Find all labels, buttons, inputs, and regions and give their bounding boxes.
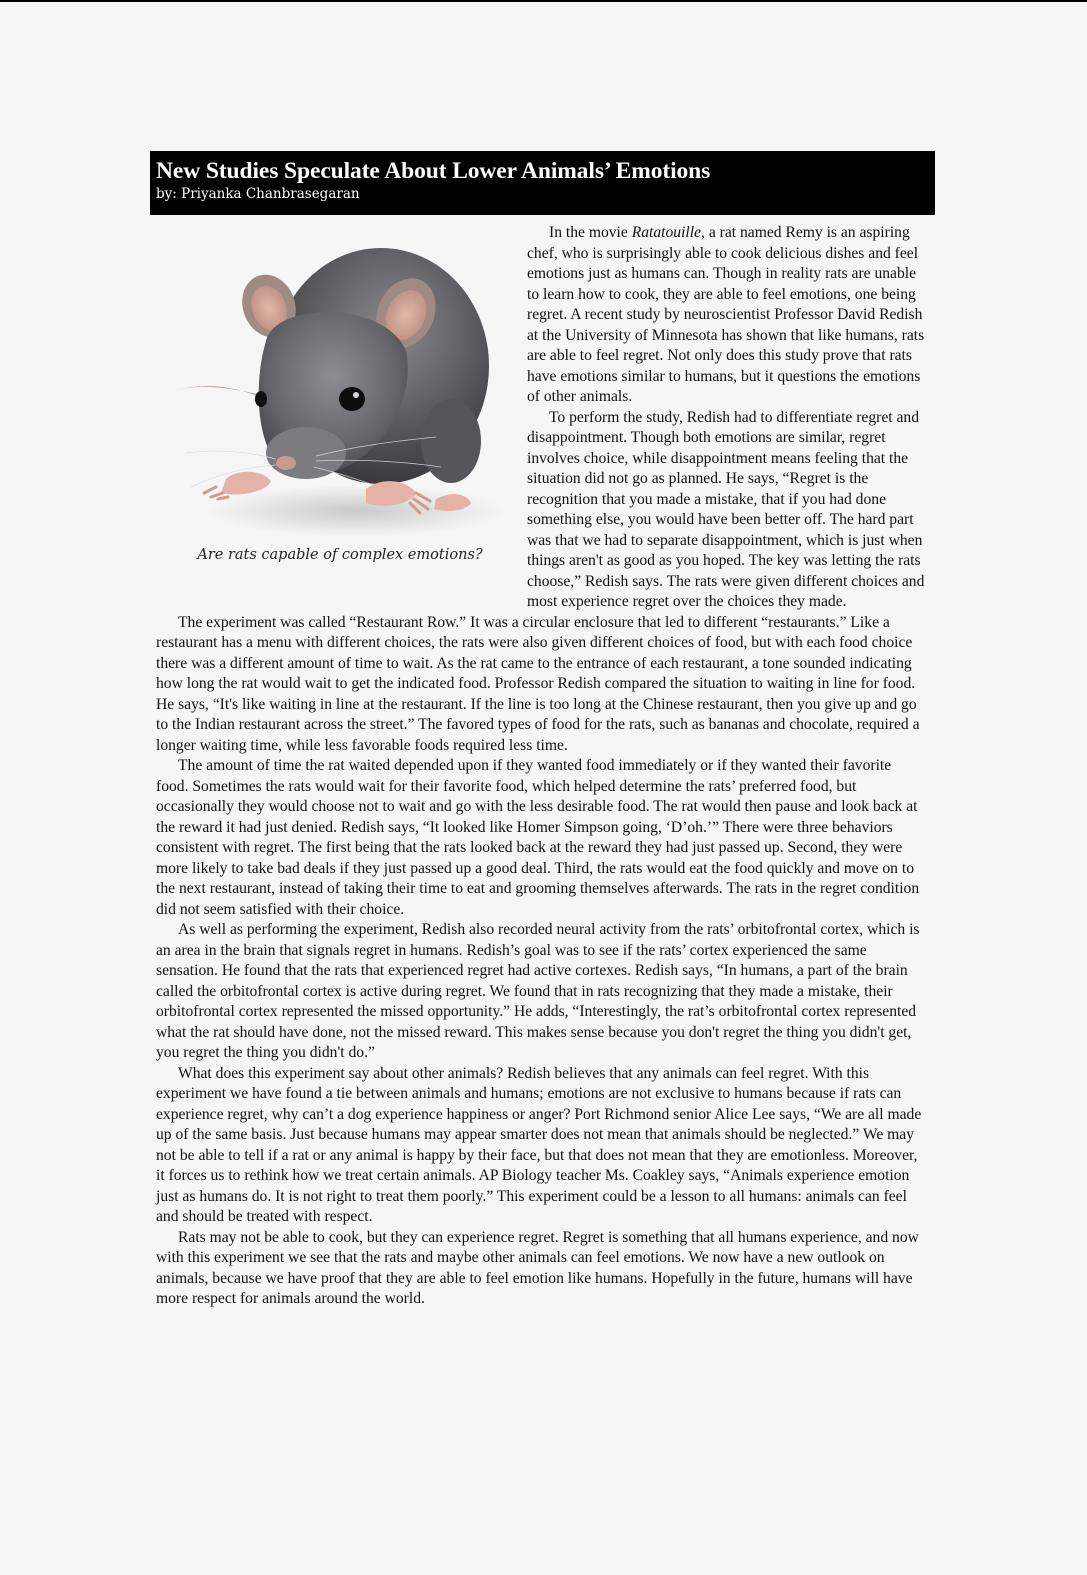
article-byline: by: Priyanka Chanbrasegaran: [156, 186, 360, 202]
article: [150, 151, 935, 1310]
paragraph-2: To perform the study, Redish had to differentiate regret and disappointment. Though both emotions are similar, regret involves choice, while disappointment means feeling that the situation did not go as planned. He says, “Regret is the recognition that you made a mistake, that if you had done something else, you would have been better off. The hard part was that we had to separate disappointment, which is just when things aren't as good as you hoped. The key was letting the rats choose,” Redish says. The rats were given different choices and most experience regret over the choices they made.: [527, 408, 925, 610]
article-title: New Studies Speculate About Lower Animals’ Emotions: [156, 158, 711, 184]
image-caption: Are rats capable of complex emotions?: [197, 547, 483, 563]
paragraph-4: The amount of time the rat waited depended upon if they wanted food immediately or if they wanted their favorite food. Sometimes the rats would wait for their favorite food, which helped determine the rats’ preferred food, but occasionally they would choose not to wait and go with the less desirable food. The rat would then pause and look back at the reward it had just denied. Redish says, “It looked like Homer Simpson going, ‘D’oh.’” There were three behaviors consistent with regret. The first being that the rats looked back at the reward they had just passed up. Second, they were more likely to take bad deals if they just passed up a good deal. Third, the rats would eat the food quickly and move on to the next restaurant, instead of taking their time to eat and grooming themselves afterwards. The rats in the regret condition did not seem satisfied with their choice.: [156, 757, 920, 918]
paragraph-7: Rats may not be able to cook, but they can experience regret. Regret is something that all humans experience, and now with this experiment we see that the rats and maybe other animals can feel emotions. We now have a new outlook on animals, because we have proof that they are able to feel emotion like humans. Hopefully in the future, humans will have more respect for animals around the world.: [156, 1228, 919, 1307]
page-top-border: [0, 0, 1087, 2]
paragraph-1-intro: In the movie: [549, 224, 632, 241]
rat-photo: [166, 231, 516, 547]
paragraph-3: The experiment was called “Restaurant Row.” It was a circular enclosure that led to different “restaurants.” Like a restaurant has a menu with different choices, the rats were also given different choices of food, but with each food choice there was a different amount of time to wait. As the rat came to the entrance of each restaurant, a tone sounded indicating how long the rat would wait to get the indicated food. Professor Redish compared the situation to waiting in line for food. He says, “It's like waiting in line at the restaurant. If the line is too long at the Chinese restaurant, then you give up and go to the Indian restaurant across the street.” The favored types of food for the rats, such as bananas and chocolate, required a longer waiting time, while less favorable foods required less time.: [156, 613, 920, 754]
article-content: [150, 215, 935, 1310]
movie-title: Ratatouille: [631, 224, 702, 241]
article-header: [150, 151, 935, 215]
article-figure: [156, 223, 524, 596]
paragraph-1-rest: , a rat named Remy is an aspiring chef, who is surprisingly able to cook delicious dishes and feel emotions just as humans can. Though in reality rats are unable to learn how to cook, they are able to feel emotions, one being regret. A recent study by neuroscientist Professor David Redish at the University of Minnesota has shown that like humans, rats are able to feel regret. Not only does this study prove that rats have emotions similar to humans, but it questions the emotions of other animals.: [527, 224, 925, 405]
paragraph-5: As well as performing the experiment, Redish also recorded neural activity from the rats’ orbitofrontal cortex, which is an area in the brain that signals regret in humans. Redish’s goal was to see if the rats’ cortex experienced the same sensation. He found that the rats that experienced regret had active cortexes. Redish says, “In humans, a part of the brain called the orbitofrontal cortex is active during regret. We found that in rats recognizing that they made a mistake, their orbitofrontal cortex represented the missed opportunity.” He adds, “Interestingly, the rat’s orbitofrontal cortex represented what the rat should have done, not the missed reward. This makes sense because you don't regret the thing you didn't get, you regret the thing you didn't do.”: [156, 921, 920, 1061]
paragraph-6: What does this experiment say about other animals? Redish believes that any animals can feel regret. With this experiment we have found a tie between animals and humans; emotions are not exclusive to humans because if rats can experience regret, why can’t a dog experience happiness or anger? Port Richmond senior Alice Lee says, “We are all made up of the same basis. Just because humans may appear smarter does not mean that animals should be neglected.” We may not be able to tell if a rat or any animal is happy by their face, but that does not mean that they are emotionless. Moreover, it forces us to rethink how we treat certain animals. AP Biology teacher Ms. Coakley says, “Animals experience emotion just as humans do. It is not right to treat them poorly.” This experiment could be a lesson to all humans: animals can feel and should be treated with respect.: [156, 1064, 922, 1225]
